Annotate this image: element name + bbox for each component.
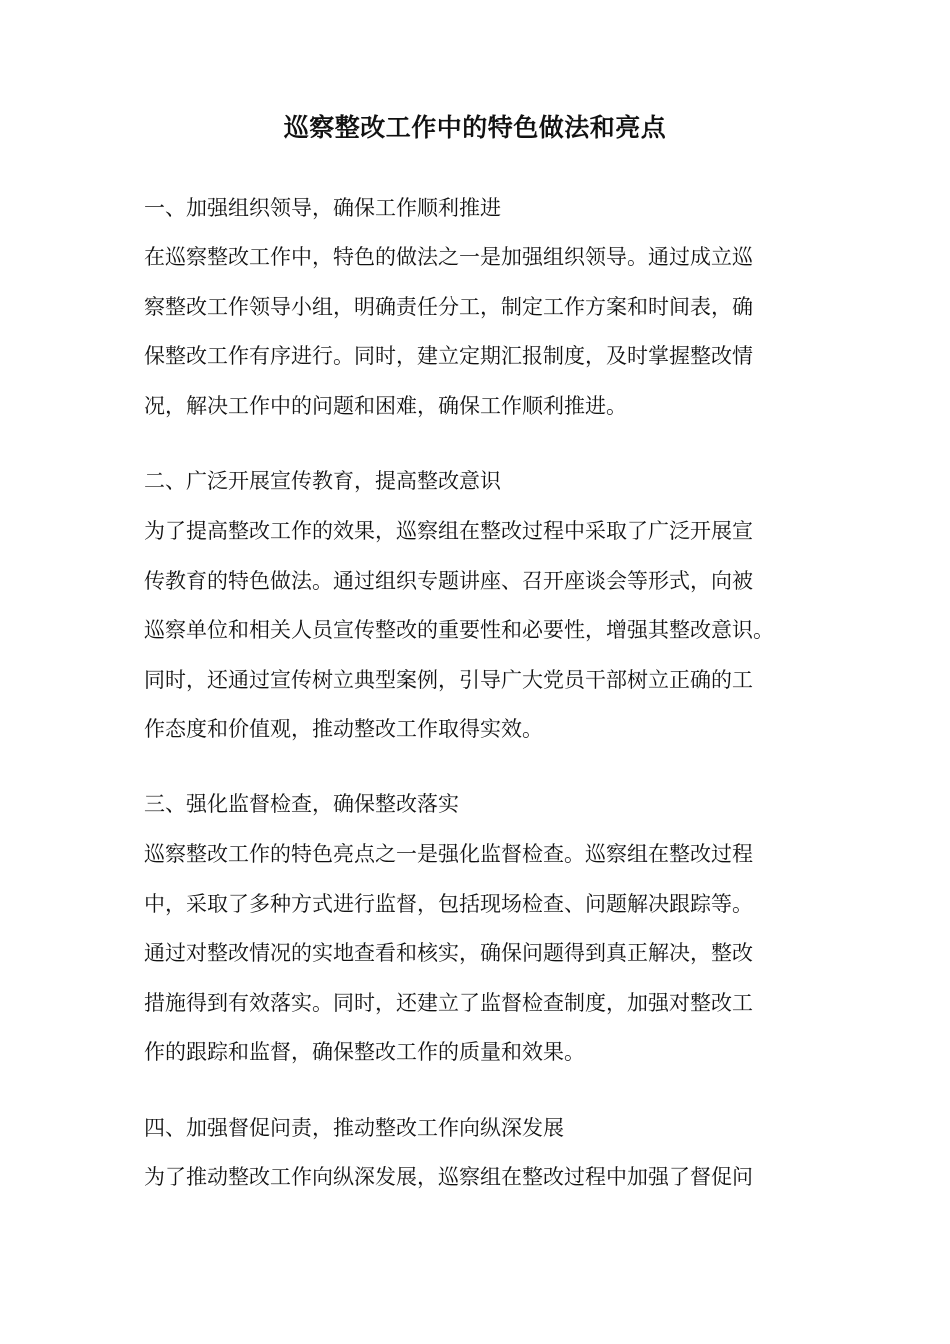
- section-heading-1: 一、加强组织领导，确保工作顺利推进: [144, 196, 501, 220]
- paragraph-line: 措施得到有效落实。同时，还建立了监督检查制度，加强对整改工: [144, 991, 753, 1015]
- paragraph-line: 为了提高整改工作的效果，巡察组在整改过程中采取了广泛开展宣: [144, 519, 753, 543]
- paragraph-line: 为了推动整改工作向纵深发展，巡察组在整改过程中加强了督促问: [144, 1165, 753, 1189]
- section-heading-3: 三、强化监督检查，确保整改落实: [144, 792, 459, 816]
- paragraph-line: 保整改工作有序进行。同时，建立定期汇报制度，及时掌握整改情: [144, 344, 753, 368]
- paragraph-line: 在巡察整改工作中，特色的做法之一是加强组织领导。通过成立巡: [144, 245, 753, 269]
- paragraph-line: 巡察整改工作的特色亮点之一是强化监督检查。巡察组在整改过程: [144, 842, 753, 866]
- paragraph-line: 传教育的特色做法。通过组织专题讲座、召开座谈会等形式，向被: [144, 569, 753, 593]
- paragraph-line: 作的跟踪和监督，确保整改工作的质量和效果。: [144, 1040, 585, 1064]
- paragraph-line: 巡察单位和相关人员宣传整改的重要性和必要性，增强其整改意识。: [144, 618, 774, 642]
- paragraph-line: 作态度和价值观，推动整改工作取得实效。: [144, 717, 543, 741]
- paragraph-line: 同时，还通过宣传树立典型案例，引导广大党员干部树立正确的工: [144, 668, 753, 692]
- section-heading-2: 二、广泛开展宣传教育，提高整改意识: [144, 469, 501, 493]
- paragraph-line: 况，解决工作中的问题和困难，确保工作顺利推进。: [144, 394, 627, 418]
- paragraph-line: 察整改工作领导小组，明确责任分工，制定工作方案和时间表，确: [144, 295, 753, 319]
- document-title: 巡察整改工作中的特色做法和亮点: [283, 113, 667, 142]
- paragraph-line: 通过对整改情况的实地查看和核实，确保问题得到真正解决，整改: [144, 941, 753, 965]
- section-heading-4: 四、加强督促问责，推动整改工作向纵深发展: [144, 1116, 564, 1140]
- paragraph-line: 中，采取了多种方式进行监督，包括现场检查、问题解决跟踪等。: [144, 892, 753, 916]
